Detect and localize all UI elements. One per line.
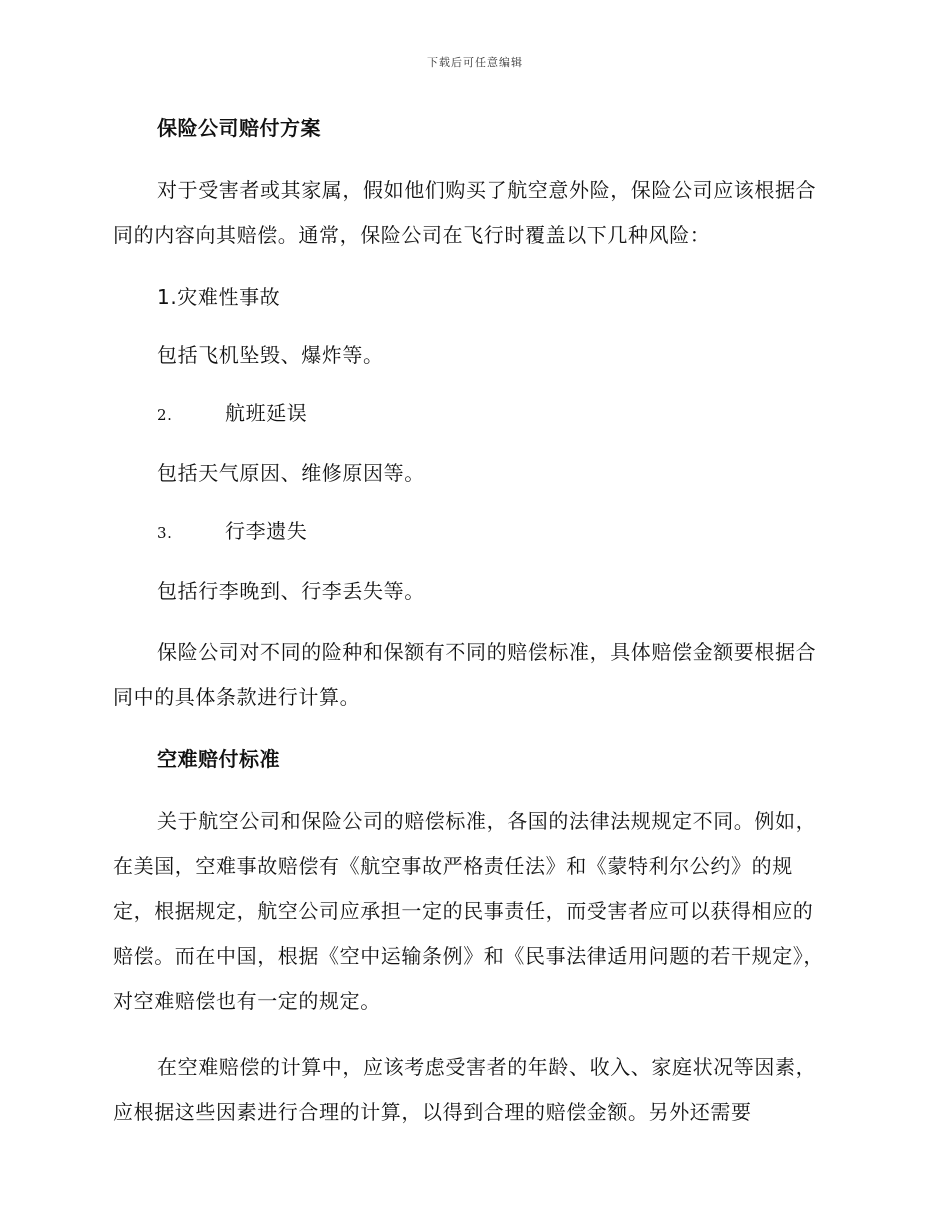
list-item-text: 行李遗失 — [225, 519, 308, 543]
document-body — [113, 110, 833, 1135]
insurance-paragraph: 保险公司对不同的险种和保额有不同的赔偿标准，具体赔偿金额要根据合同中的具体条款进行计算。 — [113, 640, 817, 709]
page-header: 下载后可任意编辑 — [427, 56, 523, 69]
list-item-text: 航班延误 — [225, 401, 308, 425]
standard-paragraph: 关于航空公司和保险公司的赔偿标准，各国的法律法规规定不同。例如，在美国，空难事故赔偿有《航空事故严格责任法》和《蒙特利尔公约》的规定，根据规定，航空公司应承担一定的民事责任，而受害者应可以获得相应的赔偿。而在中国，根据《空中运输条例》和《民事法律适用问题的若干规定》，对空难赔偿也有一定的规定。 — [113, 809, 824, 1013]
list-item-description: 包括行李晚到、行李丢失等。 — [157, 579, 425, 603]
list-item-title: 1.灾难性事故 — [157, 285, 281, 309]
section-heading-insurance: 保险公司赔付方案 — [157, 116, 321, 140]
list-item-title — [157, 395, 833, 433]
intro-paragraph: 对于受害者或其家属，假如他们购买了航空意外险，保险公司应该根据合同的内容向其赔偿。通常，保险公司在飞行时覆盖以下几种风险： — [113, 178, 817, 247]
list-item-description: 包括飞机坠毁、爆炸等。 — [157, 343, 384, 367]
list-item-number: 2. — [157, 406, 173, 424]
list-item-title — [157, 513, 833, 551]
list-item-description: 包括天气原因、维修原因等。 — [157, 461, 425, 485]
section-heading-standard: 空难赔付标准 — [157, 747, 280, 771]
list-item-number: 3. — [157, 524, 173, 542]
calculation-paragraph: 在空难赔偿的计算中，应该考虑受害者的年龄、收入、家庭状况等因素，应根据这些因素进行合理的计算，以得到合理的赔偿金额。另外还需要 — [113, 1055, 817, 1124]
